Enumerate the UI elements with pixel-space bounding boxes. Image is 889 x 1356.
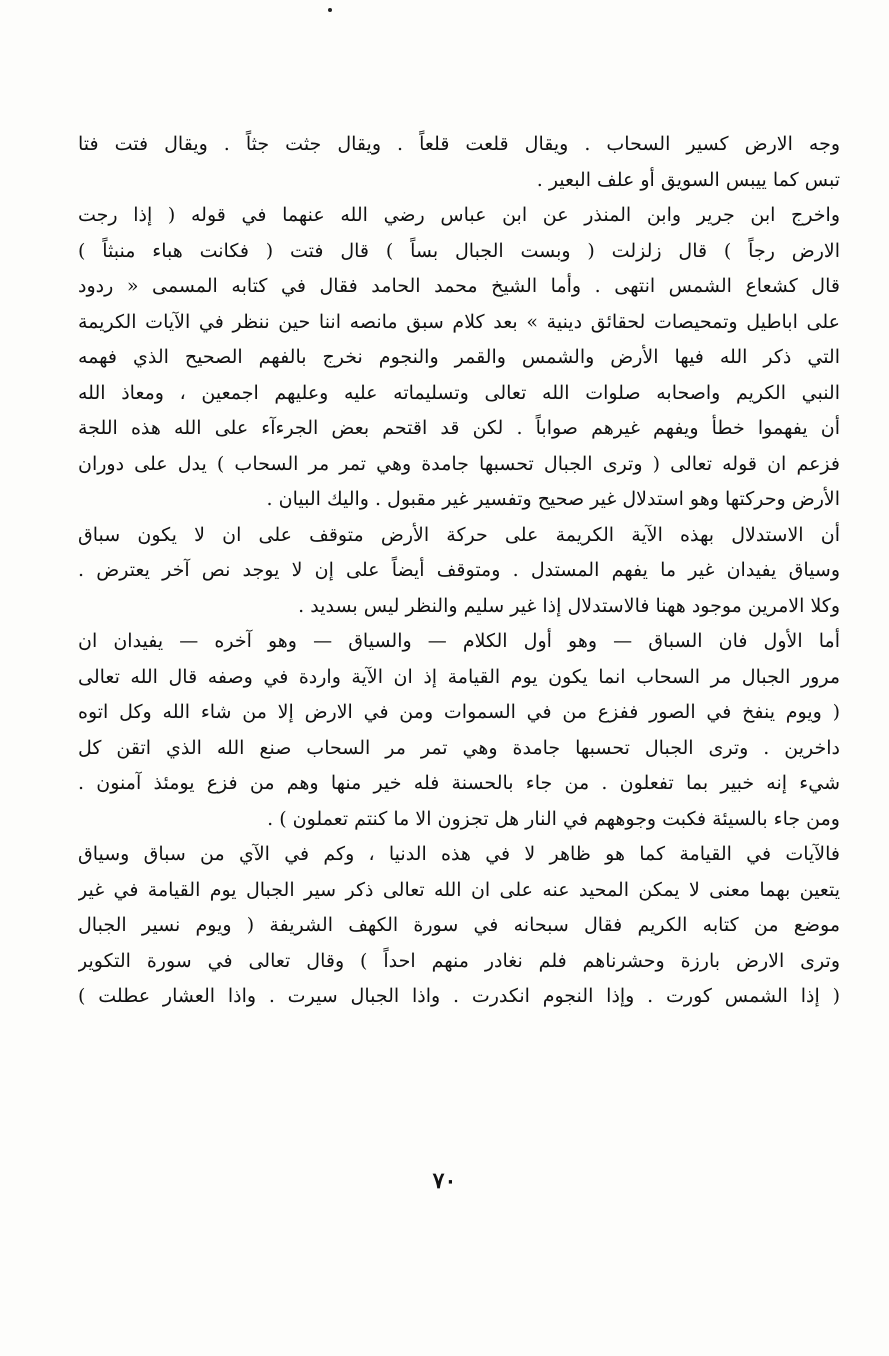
text-line: وجه الارض كسير السحاب . ويقال قلعت قلعاً . ويقال جثت جثاً . ويقال فتت فتا [78,133,840,155]
text-line: على اباطيل وتمحيصات لحقائق دينية » بعد كلام سبق مانصه اننا حين ننظر في الآيات الكريمة [78,310,840,333]
text-line: مرور الجبال مر السحاب انما يكون يوم القيامة إذ ان الآية واردة في وصفه قال الله تعالى [78,665,840,688]
text-line: فزعم ان قوله تعالى ( وترى الجبال تحسبها جامدة وهي تمر مر السحاب ) يدل على دوران [78,452,840,475]
text-line: ومن جاء بالسيئة فكبت وجوههم في النار هل تجزون الا ما كنتم تعملون ) . [267,807,840,830]
text-line: التي ذكر الله فيها الأرض والشمس والقمر والنجوم نخرج بالفهم الصحيح الذي فهمه [78,346,840,368]
text-line: ( ويوم ينفخ في الصور ففزع من في السموات ومن في الارض إلا من شاء الله وكل اتوه [78,701,840,723]
text-line: الأرض وحركتها وهو استدلال غير صحيح وتفسير غير مقبول . واليك البيان . [266,488,840,510]
text-line: الارض رجاً ) قال زلزلت ( وبست الجبال بساً ) قال فتت ( فكانت هباء منبثاً ) [78,239,840,262]
text-line: ( إذا الشمس كورت . وإذا النجوم انكدرت . واذا الجبال سيرت . واذا العشار عطلت ) [78,985,840,1007]
text-line: وترى الارض بارزة وحشرناهم فلم نغادر منهم احداً ) وقال تعالى في سورة التكوير [78,949,840,972]
text-line: أن يفهموا خطأ ويفهم غيرهم صواباً . لكن قد اقتحم بعض الجرءآء على الله هذه اللجة [78,417,840,439]
text-line: فالآيات في القيامة كما هو ظاهر لا في هذه الدنيا ، وكم في الآي من سباق وسياق [78,843,840,865]
text-line: النبي الكريم واصحابه صلوات الله تعالى وتسليماته عليه وعليهم اجمعين ، ومعاذ الله [78,381,840,404]
ink-speck [328,8,332,12]
text-line: قال كشعاع الشمس انتهى . وأما الشيخ محمد الحامد فقال في كتابه المسمى « ردود [78,275,840,297]
body-text [78,127,840,1015]
text-line: وسياق يفيدان غير ما يفهم المستدل . ومتوقف أيضاً على إن لا يوجد نص آخر يعترض . [78,559,840,581]
text-line: داخرين . وترى الجبال تحسبها جامدة وهي تمر مر السحاب صنع الله الذي اتقن كل [78,736,840,759]
text-line: وكلا الامرين موجود ههنا فالاستدلال إذا غير سليم والنظر ليس بسديد . [298,594,840,617]
text-line: تبس كما ييبس السويق أو علف البعير . [536,168,840,191]
text-line: موضع من كتابه الكريم فقال سبحانه في سورة الكهف الشريفة ( ويوم نسير الجبال [78,914,840,936]
text-line: أما الأول فان السباق — وهو أول الكلام — والسياق — وهو آخره — يفيدان ان [78,630,840,652]
text-line: أن الاستدلال بهذه الآية الكريمة على حركة الأرض متوقف على ان لا يكون سباق [78,523,840,546]
text-line: واخرج ابن جرير وابن المنذر عن ابن عباس رضي الله عنهما في قوله ( إذا رجت [78,204,840,226]
text-line: شيء إنه خبير بما تفعلون . من جاء بالحسنة فله خير منها وهم من فزع يومئذ آمنون . [78,772,840,794]
text-line: يتعين بهما معنى لا يمكن المحيد عنه على ان الله تعالى ذكر سير الجبال يوم القيامة في غير [78,878,840,901]
page-number: ٧٠ [432,1168,457,1194]
